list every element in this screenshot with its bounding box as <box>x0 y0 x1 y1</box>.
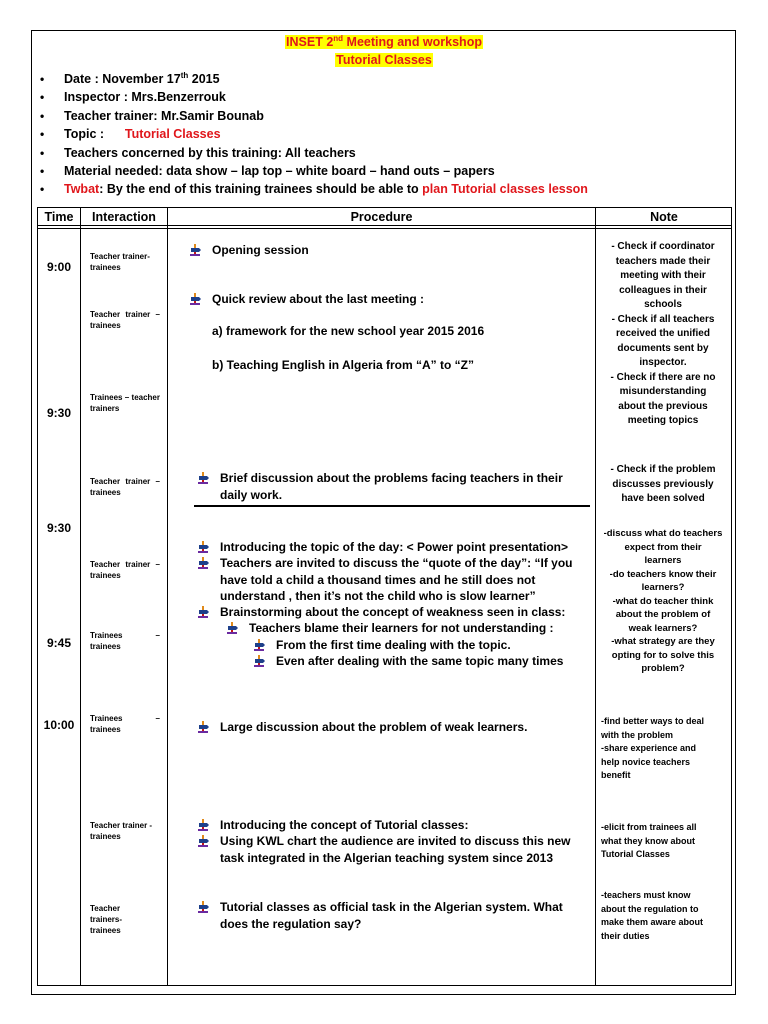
bullet-arrow-icon <box>196 834 210 848</box>
interaction-cell: Teacher trainer – trainees <box>90 310 160 330</box>
procedure-brief: Brief discussion about the problems facing teachers in their daily work. <box>220 470 563 503</box>
info-trainer: • Teacher trainer: Mr.Samir Bounab <box>38 107 588 125</box>
procedure-large: Large discussion about the problem of weak learners. <box>220 719 527 736</box>
header-procedure: Procedure <box>350 210 413 224</box>
interaction-cell: Teacher trainers-trainees <box>90 904 123 935</box>
procedure-brainstorm: Brainstorming about the concept of weakness seen in class: <box>220 604 565 621</box>
info-inspector: • Inspector : Mrs.Benzerrouk <box>38 88 588 106</box>
bullet-arrow-icon <box>188 243 202 257</box>
note-cell: -elicit from trainees all what they know about Tutorial Classes <box>601 822 697 859</box>
info-list <box>38 70 588 199</box>
procedure-intro-topic: Introducing the topic of the day: < Power point presentation> <box>220 539 568 556</box>
procedure-blame: Teachers blame their learners for not understanding : <box>249 620 554 637</box>
bullet-arrow-icon <box>196 556 210 570</box>
info-concerned: • Teachers concerned by this training: All teachers <box>38 144 588 162</box>
note-cell: - Check if coordinator teachers made their meeting with their colleagues in their schools - Check if all teachers received the unified documents sent by inspector. - Check if there are no misunderstanding about the previous meeting topics <box>610 241 716 426</box>
bullet-arrow-icon <box>252 654 266 668</box>
note-cell: -teachers must know about the regulation to make them aware about their duties <box>601 890 704 941</box>
note-cell: -discuss what do teachers expect from their learners -do teachers know their learners? -what do teacher think about the problem of weak learners? -what strategy are they opting for to solve this problem? <box>603 528 723 674</box>
bullet-arrow-icon <box>196 471 210 485</box>
interaction-cell: Trainees – trainees <box>90 631 160 651</box>
bullet-arrow-icon <box>196 720 210 734</box>
procedure-official: Tutorial classes as official task in the Algerian system. What does the regulation say? <box>220 899 563 932</box>
time-cell: 9:30 <box>46 521 72 535</box>
bullet-arrow-icon <box>196 900 210 914</box>
procedure-kwl: Using KWL chart the audience are invited to discuss this new task integrated in the Algerian teaching system since 2013 <box>220 833 571 866</box>
document-subtitle: Tutorial Classes <box>336 53 432 67</box>
procedure-review-a: a) framework for the new school year 2015 2016 <box>212 324 485 338</box>
note-cell: -find better ways to deal with the problem -share experience and help novice teachers benefit <box>601 716 705 780</box>
procedure-concept: Introducing the concept of Tutorial classes: <box>220 817 468 834</box>
time-cell: 9:45 <box>46 636 72 650</box>
bullet-arrow-icon <box>196 818 210 832</box>
procedure-review: Quick review about the last meeting : <box>212 291 424 308</box>
interaction-cell: Teacher trainer - trainees <box>90 821 153 841</box>
interaction-cell: Teacher trainer – trainees <box>90 477 160 497</box>
info-topic: • Topic : Tutorial Classes <box>38 125 588 143</box>
bullet-arrow-icon <box>225 621 239 635</box>
procedure-opening: Opening session <box>212 242 309 259</box>
interaction-cell: Teacher trainer-trainees <box>90 252 150 272</box>
bullet-arrow-icon <box>196 605 210 619</box>
info-material: • Material needed: data show – lap top – white board – hand outs – papers <box>38 162 588 180</box>
interaction-cell: Trainees – trainees <box>90 714 160 734</box>
procedure-even-after: Even after dealing with the same topic many times <box>276 653 563 670</box>
procedure-quote: Teachers are invited to discuss the “quote of the day”: “If you have told a child a thousand times and he still does not understand , then it’s not the child who is slow learner” <box>220 555 573 605</box>
time-cell: 10:00 <box>43 718 75 732</box>
bullet-arrow-icon <box>196 540 210 554</box>
document-title: INSET 2nd Meeting and workshop <box>286 33 482 49</box>
header-note: Note <box>650 210 678 224</box>
header-interaction: Interaction <box>92 210 156 224</box>
procedure-review-b: b) Teaching English in Algeria from “A” to “Z” <box>212 358 475 372</box>
note-cell: - Check if the problem discusses previously have been solved <box>610 464 716 504</box>
time-cell: 9:00 <box>46 260 72 274</box>
bullet-arrow-icon <box>188 292 202 306</box>
procedure-table <box>37 207 732 986</box>
procedure-first-time: From the first time dealing with the topic. <box>276 637 511 654</box>
info-date: • Date : November 17th 2015 <box>38 70 588 88</box>
time-cell: 9:30 <box>46 406 72 420</box>
interaction-cell: Teacher trainer – trainees <box>90 560 160 580</box>
bullet-arrow-icon <box>252 638 266 652</box>
interaction-cell: Trainees – teacher trainers <box>90 393 160 413</box>
info-twbat: • Twbat: By the end of this training trainees should be able to plan Tutorial classes lesson <box>38 180 588 198</box>
header-time: Time <box>44 210 74 224</box>
